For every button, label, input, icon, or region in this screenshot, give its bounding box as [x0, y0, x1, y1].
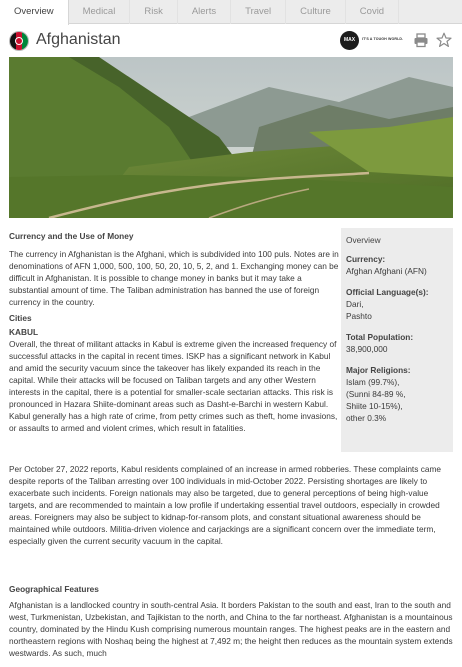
country-title: Afghanistan — [36, 31, 121, 48]
religion-item: Islam (99.7%), — [346, 377, 400, 387]
tab-overview[interactable]: Overview — [0, 0, 69, 25]
tab-travel[interactable]: Travel — [231, 0, 286, 24]
overview-panel — [341, 228, 453, 452]
hero-landscape-image — [9, 57, 453, 218]
afghanistan-flag-icon — [9, 31, 29, 51]
tab-bar — [0, 0, 462, 24]
section-title-cities: Cities — [9, 313, 32, 323]
currency-value: Afghan Afghani (AFN) — [346, 266, 427, 276]
geography-paragraph: Afghanistan is a landlocked country in south-central Asia. It borders Pakistan to the south and east, Iran to the south and west, Turkmenistan, Uzbekistan, and Tajikistan to the north, and China to the far northeast. Afghanistan is a mountainous country, dominated by the Hindu Kush comprising numerous mountain ranges. The highest peaks are in the eastern and northeastern regions with Noshaq being the highest at 7,492 m; the height then reduces as the mountain system extends westwards. As such, much — [9, 600, 453, 658]
language-label: Official Language(s): — [346, 287, 429, 297]
tab-alerts[interactable]: Alerts — [178, 0, 231, 24]
currency-paragraph: The currency in Afghanistan is the Afghani, which is subdivided into 100 puls. Notes are in denominations of AFN 1,000, 500, 100, 50, 20, 10, 5, 2, and 1. Exchanging money can be difficult in Afghanistan. It is possible to change money in banks but it may take a substantial amount of time. The Taliban administration has banned the use of foreign currency in the country. — [9, 249, 339, 307]
population-label: Total Population: — [346, 332, 414, 342]
tab-risk[interactable]: Risk — [130, 0, 177, 24]
religion-item: (Sunni 84-89 %, — [346, 389, 406, 399]
tab-covid[interactable]: Covid — [346, 0, 399, 24]
section-title-geography: Geographical Features — [9, 584, 99, 594]
language-item: Pashto — [346, 311, 372, 321]
logo-tagline: IT'S A TOUGH WORLD. — [362, 37, 404, 41]
tab-medical[interactable]: Medical — [69, 0, 131, 24]
kabul-paragraph-continued: Per October 27, 2022 reports, Kabul residents complained of an increase in armed robberies. These complaints came despite reports of the Taliban arresting over 100 individuals in mid-October 2022. Persisting shortages are likely to exacerbate such incidents. Foreign nationals may also be targeted, due to general perceptions of being high-value targets, and are recommended to maintain a low profile if undertaking essential travel outdoors, especially in crowded areas. Foreigners may also be subject to kidnap-for-ransom plots, and constant situational awareness should be maintained while outdoors. Militia-driven violence and carjackings are a significant concern over the immediate term, especially given the current security vacuum in the capital. — [9, 464, 441, 546]
max-logo: MAX — [340, 31, 359, 50]
tab-culture[interactable]: Culture — [286, 0, 346, 24]
kabul-paragraph: Overall, the threat of militant attacks in Kabul is extreme given the increased frequency of successful attacks in the capital in recent times. ISKP has a significant network in Kabul and amid the security vacuum since the takeover has likely expanded its reach in the capital. While their attacks will be focused on Taliban targets and any other Western interests in the capital, there is a potential for smaller-scale sectarian attacks. This risk is pronounced in Hazara Shiite-dominant areas such as Dasht-e-Barchi in western Kabul. Kabul generally has a high rate of crime, from petty crimes such as theft, home invasions, or assaults to armed and violent crimes, which result in fatalities. — [9, 339, 338, 433]
main-content — [9, 230, 339, 434]
city-heading-kabul: KABUL — [9, 327, 39, 337]
star-icon[interactable] — [436, 32, 452, 48]
religion-item: Shiite 10-15%), — [346, 401, 403, 411]
overview-title: Overview — [346, 235, 381, 245]
language-item: Dari, — [346, 299, 364, 309]
country-header — [0, 26, 462, 56]
religions-label: Major Religions: — [346, 365, 411, 375]
section-title-currency: Currency and the Use of Money — [9, 231, 134, 241]
print-icon[interactable] — [413, 32, 429, 48]
currency-label: Currency: — [346, 254, 386, 264]
population-value: 38,900,000 — [346, 344, 388, 354]
religion-item: other 0.3% — [346, 413, 387, 423]
